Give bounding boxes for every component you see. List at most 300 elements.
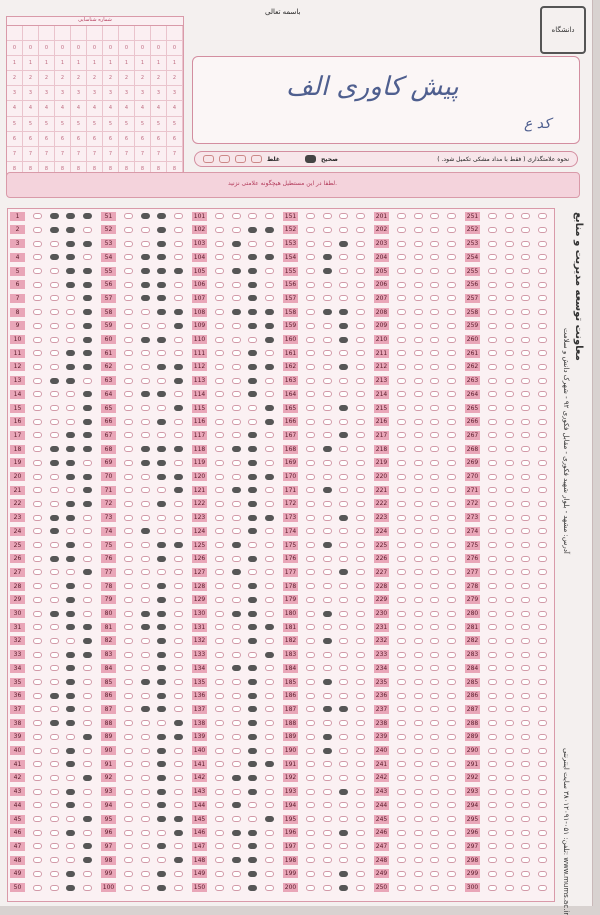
answer-bubble[interactable] bbox=[83, 446, 92, 452]
answer-bubble[interactable] bbox=[323, 624, 332, 630]
answer-bubble[interactable] bbox=[157, 432, 166, 438]
answer-bubble[interactable] bbox=[124, 405, 133, 411]
answer-bubble[interactable] bbox=[323, 460, 332, 466]
answer-bubble[interactable] bbox=[414, 501, 423, 507]
answer-bubble[interactable] bbox=[265, 761, 274, 767]
id-grid-cell[interactable]: 6 bbox=[39, 132, 55, 147]
answer-bubble[interactable] bbox=[339, 843, 348, 849]
answer-bubble[interactable] bbox=[83, 350, 92, 356]
answer-bubble[interactable] bbox=[232, 405, 241, 411]
answer-bubble[interactable] bbox=[323, 323, 332, 329]
answer-bubble[interactable] bbox=[521, 761, 530, 767]
answer-bubble[interactable] bbox=[124, 569, 133, 575]
answer-bubble[interactable] bbox=[141, 830, 150, 836]
answer-bubble[interactable] bbox=[83, 295, 92, 301]
answer-bubble[interactable] bbox=[447, 720, 456, 726]
answer-bubble[interactable] bbox=[232, 611, 241, 617]
answer-bubble[interactable] bbox=[447, 337, 456, 343]
answer-bubble[interactable] bbox=[306, 474, 315, 480]
answer-bubble[interactable] bbox=[306, 624, 315, 630]
id-grid-cell[interactable]: 6 bbox=[119, 132, 135, 147]
answer-bubble[interactable] bbox=[538, 761, 547, 767]
answer-bubble[interactable] bbox=[141, 378, 150, 384]
id-grid-cell[interactable]: 4 bbox=[167, 101, 183, 116]
answer-bubble[interactable] bbox=[174, 706, 183, 712]
answer-bubble[interactable] bbox=[356, 871, 365, 877]
answer-bubble[interactable] bbox=[265, 323, 274, 329]
id-grid-cell[interactable]: 3 bbox=[103, 86, 119, 101]
answer-bubble[interactable] bbox=[414, 309, 423, 315]
answer-bubble[interactable] bbox=[356, 515, 365, 521]
answer-bubble[interactable] bbox=[356, 665, 365, 671]
answer-bubble[interactable] bbox=[538, 241, 547, 247]
answer-bubble[interactable] bbox=[323, 885, 332, 891]
answer-bubble[interactable] bbox=[248, 515, 257, 521]
answer-bubble[interactable] bbox=[414, 419, 423, 425]
answer-bubble[interactable] bbox=[33, 391, 42, 397]
answer-bubble[interactable] bbox=[215, 693, 224, 699]
answer-bubble[interactable] bbox=[83, 337, 92, 343]
answer-bubble[interactable] bbox=[356, 419, 365, 425]
answer-bubble[interactable] bbox=[124, 337, 133, 343]
answer-bubble[interactable] bbox=[538, 720, 547, 726]
answer-bubble[interactable] bbox=[414, 364, 423, 370]
id-grid-cell[interactable]: 5 bbox=[167, 117, 183, 132]
answer-bubble[interactable] bbox=[430, 597, 439, 603]
answer-bubble[interactable] bbox=[505, 391, 514, 397]
answer-bubble[interactable] bbox=[521, 515, 530, 521]
answer-bubble[interactable] bbox=[306, 734, 315, 740]
id-grid-cell[interactable]: 3 bbox=[167, 86, 183, 101]
answer-bubble[interactable] bbox=[397, 583, 406, 589]
answer-bubble[interactable] bbox=[215, 241, 224, 247]
answer-bubble[interactable] bbox=[505, 268, 514, 274]
answer-bubble[interactable] bbox=[66, 857, 75, 863]
answer-bubble[interactable] bbox=[83, 885, 92, 891]
answer-bubble[interactable] bbox=[521, 487, 530, 493]
answer-bubble[interactable] bbox=[174, 364, 183, 370]
answer-bubble[interactable] bbox=[414, 802, 423, 808]
id-grid-cell[interactable]: 1 bbox=[167, 56, 183, 71]
answer-bubble[interactable] bbox=[447, 474, 456, 480]
answer-bubble[interactable] bbox=[124, 282, 133, 288]
answer-bubble[interactable] bbox=[521, 432, 530, 438]
answer-bubble[interactable] bbox=[33, 816, 42, 822]
answer-bubble[interactable] bbox=[430, 364, 439, 370]
answer-bubble[interactable] bbox=[430, 569, 439, 575]
answer-bubble[interactable] bbox=[174, 378, 183, 384]
answer-bubble[interactable] bbox=[521, 268, 530, 274]
answer-bubble[interactable] bbox=[356, 378, 365, 384]
answer-bubble[interactable] bbox=[157, 528, 166, 534]
answer-bubble[interactable] bbox=[215, 460, 224, 466]
answer-bubble[interactable] bbox=[265, 556, 274, 562]
answer-bubble[interactable] bbox=[248, 323, 257, 329]
answer-bubble[interactable] bbox=[124, 693, 133, 699]
answer-bubble[interactable] bbox=[397, 775, 406, 781]
answer-bubble[interactable] bbox=[323, 556, 332, 562]
answer-bubble[interactable] bbox=[447, 501, 456, 507]
answer-bubble[interactable] bbox=[50, 446, 59, 452]
id-grid-cell[interactable]: 0 bbox=[39, 41, 55, 56]
id-grid-cell[interactable]: 6 bbox=[167, 132, 183, 147]
answer-bubble[interactable] bbox=[447, 241, 456, 247]
answer-bubble[interactable] bbox=[124, 460, 133, 466]
answer-bubble[interactable] bbox=[323, 487, 332, 493]
answer-bubble[interactable] bbox=[215, 775, 224, 781]
answer-bubble[interactable] bbox=[538, 515, 547, 521]
answer-bubble[interactable] bbox=[265, 391, 274, 397]
answer-bubble[interactable] bbox=[430, 583, 439, 589]
answer-bubble[interactable] bbox=[50, 706, 59, 712]
answer-bubble[interactable] bbox=[447, 569, 456, 575]
answer-bubble[interactable] bbox=[141, 775, 150, 781]
id-grid-cell[interactable]: 0 bbox=[103, 41, 119, 56]
answer-bubble[interactable] bbox=[157, 843, 166, 849]
answer-bubble[interactable] bbox=[141, 350, 150, 356]
answer-bubble[interactable] bbox=[356, 254, 365, 260]
answer-bubble[interactable] bbox=[430, 624, 439, 630]
answer-bubble[interactable] bbox=[306, 706, 315, 712]
answer-bubble[interactable] bbox=[447, 487, 456, 493]
id-grid-cell[interactable]: 5 bbox=[151, 117, 167, 132]
answer-bubble[interactable] bbox=[66, 816, 75, 822]
answer-bubble[interactable] bbox=[215, 748, 224, 754]
answer-bubble[interactable] bbox=[323, 446, 332, 452]
answer-bubble[interactable] bbox=[248, 706, 257, 712]
answer-bubble[interactable] bbox=[33, 748, 42, 754]
answer-bubble[interactable] bbox=[232, 665, 241, 671]
id-grid-cell[interactable]: 1 bbox=[119, 56, 135, 71]
answer-bubble[interactable] bbox=[430, 432, 439, 438]
id-grid-cell[interactable]: 3 bbox=[23, 86, 39, 101]
answer-bubble[interactable] bbox=[505, 830, 514, 836]
answer-bubble[interactable] bbox=[124, 487, 133, 493]
answer-bubble[interactable] bbox=[248, 761, 257, 767]
answer-bubble[interactable] bbox=[232, 350, 241, 356]
answer-bubble[interactable] bbox=[232, 528, 241, 534]
answer-bubble[interactable] bbox=[174, 652, 183, 658]
answer-bubble[interactable] bbox=[124, 748, 133, 754]
answer-bubble[interactable] bbox=[430, 474, 439, 480]
answer-bubble[interactable] bbox=[430, 802, 439, 808]
answer-bubble[interactable] bbox=[232, 391, 241, 397]
answer-bubble[interactable] bbox=[414, 597, 423, 603]
answer-bubble[interactable] bbox=[521, 693, 530, 699]
answer-bubble[interactable] bbox=[430, 241, 439, 247]
answer-bubble[interactable] bbox=[33, 323, 42, 329]
answer-bubble[interactable] bbox=[356, 857, 365, 863]
answer-bubble[interactable] bbox=[215, 309, 224, 315]
answer-bubble[interactable] bbox=[174, 350, 183, 356]
answer-bubble[interactable] bbox=[397, 391, 406, 397]
answer-bubble[interactable] bbox=[157, 652, 166, 658]
answer-bubble[interactable] bbox=[488, 282, 497, 288]
answer-bubble[interactable] bbox=[323, 857, 332, 863]
answer-bubble[interactable] bbox=[33, 501, 42, 507]
answer-bubble[interactable] bbox=[66, 391, 75, 397]
answer-bubble[interactable] bbox=[215, 323, 224, 329]
answer-bubble[interactable] bbox=[414, 748, 423, 754]
answer-bubble[interactable] bbox=[430, 350, 439, 356]
answer-bubble[interactable] bbox=[248, 638, 257, 644]
answer-bubble[interactable] bbox=[356, 323, 365, 329]
answer-bubble[interactable] bbox=[174, 885, 183, 891]
answer-bubble[interactable] bbox=[397, 706, 406, 712]
answer-bubble[interactable] bbox=[356, 460, 365, 466]
id-grid-cell[interactable]: 8 bbox=[23, 162, 39, 177]
answer-bubble[interactable] bbox=[447, 460, 456, 466]
answer-bubble[interactable] bbox=[33, 830, 42, 836]
answer-bubble[interactable] bbox=[430, 405, 439, 411]
answer-bubble[interactable] bbox=[323, 419, 332, 425]
answer-bubble[interactable] bbox=[248, 364, 257, 370]
id-grid-cell[interactable]: 1 bbox=[71, 56, 87, 71]
answer-bubble[interactable] bbox=[505, 775, 514, 781]
answer-bubble[interactable] bbox=[215, 474, 224, 480]
answer-bubble[interactable] bbox=[488, 350, 497, 356]
answer-bubble[interactable] bbox=[356, 761, 365, 767]
id-grid-cell[interactable]: 2 bbox=[119, 71, 135, 86]
answer-bubble[interactable] bbox=[174, 515, 183, 521]
answer-bubble[interactable] bbox=[356, 775, 365, 781]
answer-bubble[interactable] bbox=[124, 857, 133, 863]
answer-bubble[interactable] bbox=[174, 542, 183, 548]
answer-bubble[interactable] bbox=[414, 432, 423, 438]
answer-bubble[interactable] bbox=[323, 515, 332, 521]
answer-bubble[interactable] bbox=[232, 624, 241, 630]
answer-bubble[interactable] bbox=[505, 885, 514, 891]
answer-bubble[interactable] bbox=[521, 254, 530, 260]
answer-bubble[interactable] bbox=[505, 542, 514, 548]
answer-bubble[interactable] bbox=[430, 652, 439, 658]
answer-bubble[interactable] bbox=[174, 528, 183, 534]
answer-bubble[interactable] bbox=[488, 556, 497, 562]
answer-bubble[interactable] bbox=[157, 583, 166, 589]
answer-bubble[interactable] bbox=[124, 268, 133, 274]
answer-bubble[interactable] bbox=[141, 446, 150, 452]
answer-bubble[interactable] bbox=[538, 816, 547, 822]
answer-bubble[interactable] bbox=[521, 282, 530, 288]
answer-bubble[interactable] bbox=[66, 501, 75, 507]
answer-bubble[interactable] bbox=[66, 830, 75, 836]
answer-bubble[interactable] bbox=[505, 241, 514, 247]
answer-bubble[interactable] bbox=[521, 542, 530, 548]
answer-bubble[interactable] bbox=[66, 720, 75, 726]
answer-bubble[interactable] bbox=[356, 569, 365, 575]
answer-bubble[interactable] bbox=[83, 789, 92, 795]
answer-bubble[interactable] bbox=[339, 665, 348, 671]
id-grid-cell[interactable]: 2 bbox=[23, 71, 39, 86]
answer-bubble[interactable] bbox=[339, 419, 348, 425]
answer-bubble[interactable] bbox=[50, 679, 59, 685]
answer-bubble[interactable] bbox=[397, 419, 406, 425]
answer-bubble[interactable] bbox=[397, 720, 406, 726]
answer-bubble[interactable] bbox=[215, 542, 224, 548]
answer-bubble[interactable] bbox=[447, 652, 456, 658]
answer-bubble[interactable] bbox=[50, 515, 59, 521]
answer-bubble[interactable] bbox=[488, 446, 497, 452]
answer-bubble[interactable] bbox=[414, 405, 423, 411]
answer-bubble[interactable] bbox=[430, 542, 439, 548]
answer-bubble[interactable] bbox=[265, 679, 274, 685]
answer-bubble[interactable] bbox=[124, 665, 133, 671]
answer-bubble[interactable] bbox=[505, 816, 514, 822]
answer-bubble[interactable] bbox=[505, 515, 514, 521]
answer-bubble[interactable] bbox=[356, 350, 365, 356]
answer-bubble[interactable] bbox=[538, 583, 547, 589]
answer-bubble[interactable] bbox=[521, 734, 530, 740]
answer-bubble[interactable] bbox=[538, 843, 547, 849]
answer-bubble[interactable] bbox=[83, 597, 92, 603]
answer-bubble[interactable] bbox=[265, 268, 274, 274]
answer-bubble[interactable] bbox=[232, 871, 241, 877]
answer-bubble[interactable] bbox=[83, 501, 92, 507]
answer-bubble[interactable] bbox=[248, 775, 257, 781]
answer-bubble[interactable] bbox=[265, 432, 274, 438]
answer-bubble[interactable] bbox=[397, 474, 406, 480]
id-grid-cell[interactable]: 5 bbox=[119, 117, 135, 132]
answer-bubble[interactable] bbox=[521, 871, 530, 877]
answer-bubble[interactable] bbox=[306, 528, 315, 534]
answer-bubble[interactable] bbox=[397, 337, 406, 343]
answer-bubble[interactable] bbox=[265, 528, 274, 534]
answer-bubble[interactable] bbox=[215, 350, 224, 356]
answer-bubble[interactable] bbox=[33, 597, 42, 603]
answer-bubble[interactable] bbox=[323, 309, 332, 315]
answer-bubble[interactable] bbox=[66, 597, 75, 603]
answer-bubble[interactable] bbox=[306, 432, 315, 438]
answer-bubble[interactable] bbox=[83, 802, 92, 808]
answer-bubble[interactable] bbox=[430, 282, 439, 288]
answer-bubble[interactable] bbox=[124, 542, 133, 548]
answer-bubble[interactable] bbox=[323, 350, 332, 356]
answer-bubble[interactable] bbox=[50, 611, 59, 617]
answer-bubble[interactable] bbox=[505, 556, 514, 562]
answer-bubble[interactable] bbox=[33, 693, 42, 699]
answer-bubble[interactable] bbox=[488, 816, 497, 822]
answer-bubble[interactable] bbox=[488, 789, 497, 795]
answer-bubble[interactable] bbox=[33, 378, 42, 384]
answer-bubble[interactable] bbox=[141, 857, 150, 863]
answer-bubble[interactable] bbox=[215, 789, 224, 795]
answer-bubble[interactable] bbox=[521, 460, 530, 466]
answer-bubble[interactable] bbox=[248, 665, 257, 671]
answer-bubble[interactable] bbox=[306, 446, 315, 452]
answer-bubble[interactable] bbox=[488, 885, 497, 891]
id-grid-cell[interactable] bbox=[135, 26, 151, 41]
answer-bubble[interactable] bbox=[323, 775, 332, 781]
answer-bubble[interactable] bbox=[505, 652, 514, 658]
answer-bubble[interactable] bbox=[430, 460, 439, 466]
answer-bubble[interactable] bbox=[141, 871, 150, 877]
answer-bubble[interactable] bbox=[215, 487, 224, 493]
answer-bubble[interactable] bbox=[33, 569, 42, 575]
answer-bubble[interactable] bbox=[339, 405, 348, 411]
answer-bubble[interactable] bbox=[323, 638, 332, 644]
answer-bubble[interactable] bbox=[430, 871, 439, 877]
answer-bubble[interactable] bbox=[521, 624, 530, 630]
answer-bubble[interactable] bbox=[232, 789, 241, 795]
answer-bubble[interactable] bbox=[66, 775, 75, 781]
answer-bubble[interactable] bbox=[157, 391, 166, 397]
answer-bubble[interactable] bbox=[215, 364, 224, 370]
answer-bubble[interactable] bbox=[306, 652, 315, 658]
answer-bubble[interactable] bbox=[157, 501, 166, 507]
answer-bubble[interactable] bbox=[339, 446, 348, 452]
answer-bubble[interactable] bbox=[356, 337, 365, 343]
answer-bubble[interactable] bbox=[356, 542, 365, 548]
answer-bubble[interactable] bbox=[323, 378, 332, 384]
answer-bubble[interactable] bbox=[488, 802, 497, 808]
answer-bubble[interactable] bbox=[33, 432, 42, 438]
answer-bubble[interactable] bbox=[430, 254, 439, 260]
answer-bubble[interactable] bbox=[248, 624, 257, 630]
answer-bubble[interactable] bbox=[83, 487, 92, 493]
answer-bubble[interactable] bbox=[306, 378, 315, 384]
answer-bubble[interactable] bbox=[248, 611, 257, 617]
answer-bubble[interactable] bbox=[124, 624, 133, 630]
answer-bubble[interactable] bbox=[66, 638, 75, 644]
answer-bubble[interactable] bbox=[33, 213, 42, 219]
answer-bubble[interactable] bbox=[538, 501, 547, 507]
answer-bubble[interactable] bbox=[356, 693, 365, 699]
answer-bubble[interactable] bbox=[265, 583, 274, 589]
answer-bubble[interactable] bbox=[447, 789, 456, 795]
answer-bubble[interactable] bbox=[488, 487, 497, 493]
answer-bubble[interactable] bbox=[447, 391, 456, 397]
answer-bubble[interactable] bbox=[124, 309, 133, 315]
answer-bubble[interactable] bbox=[521, 843, 530, 849]
answer-bubble[interactable] bbox=[538, 748, 547, 754]
answer-bubble[interactable] bbox=[323, 583, 332, 589]
id-grid-cell[interactable]: 6 bbox=[55, 132, 71, 147]
answer-bubble[interactable] bbox=[215, 378, 224, 384]
answer-bubble[interactable] bbox=[339, 748, 348, 754]
id-grid-cell[interactable]: 0 bbox=[23, 41, 39, 56]
answer-bubble[interactable] bbox=[397, 501, 406, 507]
answer-bubble[interactable] bbox=[397, 487, 406, 493]
answer-bubble[interactable] bbox=[265, 857, 274, 863]
answer-bubble[interactable] bbox=[397, 227, 406, 233]
answer-bubble[interactable] bbox=[339, 816, 348, 822]
answer-bubble[interactable] bbox=[124, 474, 133, 480]
answer-bubble[interactable] bbox=[215, 734, 224, 740]
answer-bubble[interactable] bbox=[248, 556, 257, 562]
answer-bubble[interactable] bbox=[141, 624, 150, 630]
id-grid-cell[interactable]: 3 bbox=[39, 86, 55, 101]
answer-bubble[interactable] bbox=[430, 761, 439, 767]
id-grid-cell[interactable]: 4 bbox=[39, 101, 55, 116]
answer-bubble[interactable] bbox=[248, 501, 257, 507]
answer-bubble[interactable] bbox=[505, 309, 514, 315]
id-grid-cell[interactable]: 5 bbox=[87, 117, 103, 132]
answer-bubble[interactable] bbox=[521, 528, 530, 534]
answer-bubble[interactable] bbox=[430, 309, 439, 315]
answer-bubble[interactable] bbox=[265, 830, 274, 836]
answer-bubble[interactable] bbox=[248, 830, 257, 836]
answer-bubble[interactable] bbox=[323, 830, 332, 836]
answer-bubble[interactable] bbox=[141, 227, 150, 233]
answer-bubble[interactable] bbox=[447, 254, 456, 260]
answer-bubble[interactable] bbox=[356, 501, 365, 507]
answer-bubble[interactable] bbox=[323, 528, 332, 534]
answer-bubble[interactable] bbox=[414, 693, 423, 699]
answer-bubble[interactable] bbox=[232, 748, 241, 754]
answer-bubble[interactable] bbox=[265, 720, 274, 726]
answer-bubble[interactable] bbox=[66, 693, 75, 699]
id-grid-cell[interactable]: 0 bbox=[119, 41, 135, 56]
